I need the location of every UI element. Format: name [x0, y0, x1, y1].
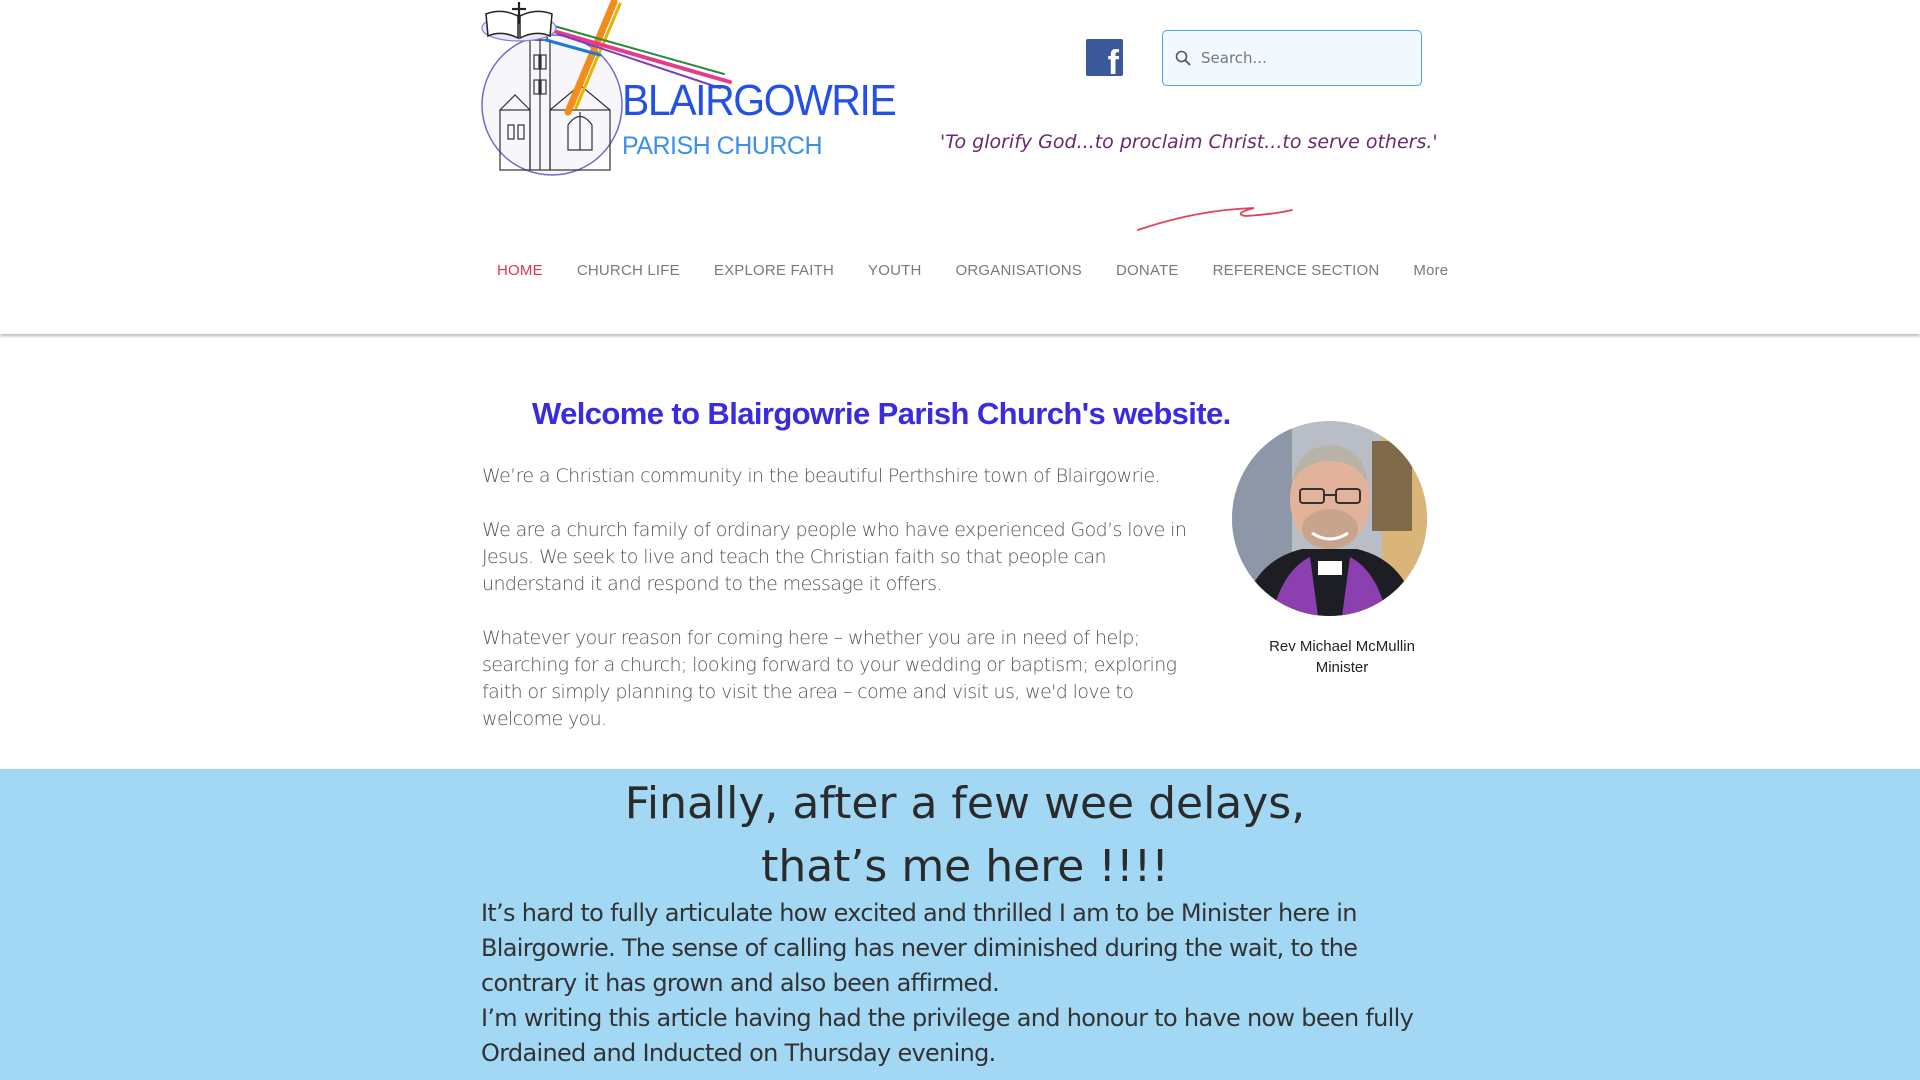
article-body: [481, 896, 1441, 1071]
minister-caption: [1242, 636, 1442, 678]
nav-item-more[interactable]: More: [1413, 262, 1449, 279]
nav-item-church-life[interactable]: CHURCH LIFE: [576, 262, 680, 279]
minister-photo: [1232, 421, 1427, 616]
intro-paragraph-1: [482, 463, 1212, 490]
intro-paragraph-3: [482, 625, 1212, 733]
site-header: [0, 0, 1920, 334]
church-motto: 'To glorify God...to proclaim Christ...to serve others.': [940, 131, 1438, 153]
facebook-icon[interactable]: [1086, 39, 1123, 82]
nav-item-home[interactable]: HOME: [497, 262, 543, 279]
church-logo[interactable]: [480, 0, 900, 180]
logo-title: BLAIRGOWRIE: [622, 76, 896, 125]
article-headline-line-2: that’s me here !!!!: [761, 841, 1169, 892]
site-search[interactable]: [1162, 30, 1422, 86]
main-nav: [480, 258, 1465, 286]
facebook-f-glyph: f: [1107, 44, 1119, 82]
search-icon: [1175, 50, 1191, 66]
search-input[interactable]: [1201, 41, 1411, 75]
nav-item-explore-faith[interactable]: EXPLORE FAITH: [713, 262, 834, 279]
article-headline: [0, 772, 1920, 898]
article-paragraph: I’m writing this article having had the privilege and honour to have now been fully Ordained and Inducted on Thursday evening.: [481, 1004, 1414, 1067]
article-paragraph: It’s hard to fully articulate how excited and thrilled I am to be Minister here in Blairgowrie. The sense of calling has never diminished during the wait, to the contrary it has grown and also been affirmed.: [481, 899, 1358, 997]
intro-text: Whatever your reason for coming here – whether you are in need of help; searching for a church; looking forward to your wedding or baptism; exploring faith or simply planning to visit the area – come and visit us, we'd love to welcome you.: [482, 627, 1177, 730]
minister-portrait: [1232, 421, 1427, 616]
minister-role: Minister: [1315, 659, 1369, 676]
logo-subtitle: PARISH CHURCH: [622, 132, 822, 160]
bible-icon: [480, 0, 558, 42]
article-headline-line-1: Finally, after a few wee delays,: [624, 778, 1306, 829]
intro-text: We are a church family of ordinary people who have experienced God’s love in Jesus. We seek to live and teach the Christian faith so that people can understand it and respond to the message it offers.: [482, 519, 1187, 595]
nav-item-organisations[interactable]: ORGANISATIONS: [955, 262, 1083, 279]
intro-paragraph-2: [482, 517, 1212, 598]
decorative-swoosh: [1136, 200, 1296, 234]
minister-name: Rev Michael McMullin: [1269, 638, 1415, 655]
nav-item-donate[interactable]: DONATE: [1116, 262, 1179, 279]
nav-item-reference-section[interactable]: REFERENCE SECTION: [1212, 262, 1380, 279]
welcome-title: Welcome to Blairgowrie Parish Church's website.: [532, 396, 1231, 431]
nav-item-youth[interactable]: YOUTH: [868, 262, 922, 279]
intro-text: We’re a Christian community in the beautiful Perthshire town of Blairgowrie.: [482, 465, 1161, 487]
